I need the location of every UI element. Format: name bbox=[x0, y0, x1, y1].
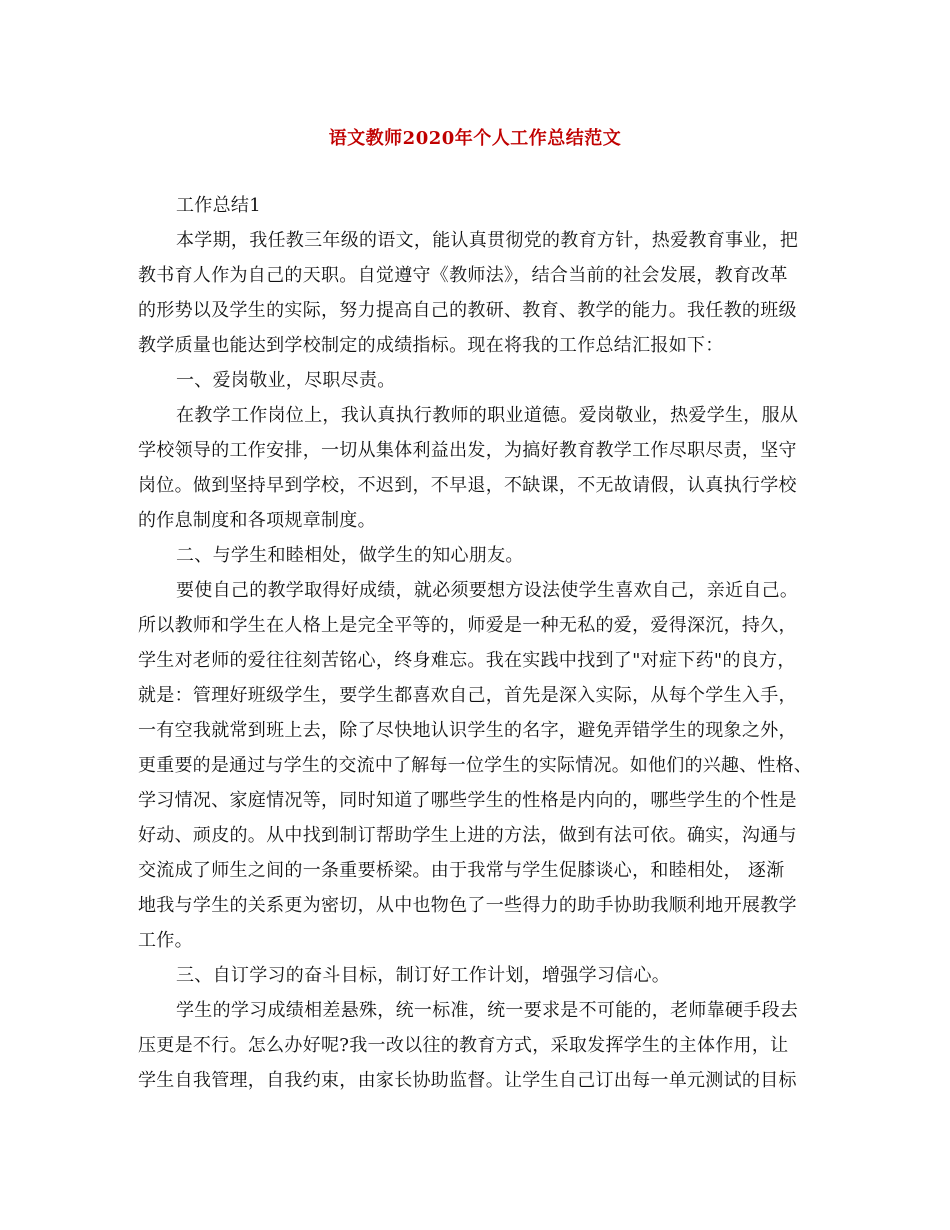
paragraph-line: 工作。 bbox=[138, 930, 193, 951]
paragraph-line: 学生的学习成绩相差悬殊，统一标准，统一要求是不可能的，老师靠硬手段去 bbox=[176, 1000, 799, 1021]
paragraph-line: 地我与学生的关系更为密切，从中也物色了一些得力的助手协助我顺利地开展教学 bbox=[138, 895, 797, 916]
paragraph-line: 更重要的是通过与学生的交流中了解每一位学生的实际情况。如他们的兴趣、性格、 bbox=[138, 755, 813, 776]
paragraph-line: 学生自我管理，自我约束，由家长协助监督。让学生自己订出每一单元测试的目标 bbox=[138, 1070, 797, 1091]
paragraph-line: 交流成了师生之间的一条重要桥梁。由于我常与学生促膝谈心，和睦相处， 逐渐 bbox=[138, 860, 785, 881]
section-heading: 一、爱岗敬业，尽职尽责。 bbox=[176, 370, 396, 391]
paragraph-line: 好动、顽皮的。从中找到制订帮助学生上进的方法，做到有法可依。确实，沟通与 bbox=[138, 825, 797, 846]
paragraph-line: 学校领导的工作安排，一切从集体利益出发，为搞好教育教学工作尽职尽责，坚守 bbox=[138, 440, 797, 461]
paragraph-line: 的作息制度和各项规章制度。 bbox=[138, 510, 376, 531]
paragraph-line: 压更是不行。怎么办好呢?我一改以往的教育方式，采取发挥学生的主体作用，让 bbox=[138, 1035, 789, 1056]
section-heading: 三、自订学习的奋斗目标，制订好工作计划，增强学习信心。 bbox=[176, 965, 671, 986]
paragraph-line: 要使自己的教学取得好成绩，就必须要想方设法使学生喜欢自己，亲近自己。 bbox=[176, 580, 799, 601]
section-heading: 二、与学生和睦相处，做学生的知心朋友。 bbox=[176, 545, 524, 566]
paragraph-line: 的形势以及学生的实际，努力提高自己的教研、教育、教学的能力。我任教的班级 bbox=[138, 300, 797, 321]
paragraph-line: 在教学工作岗位上，我认真执行教师的职业道德。爱岗敬业，热爱学生，服从 bbox=[176, 405, 799, 426]
paragraph-line: 所以教师和学生在人格上是完全平等的，师爱是一种无私的爱，爱得深沉，持久， bbox=[138, 615, 797, 636]
paragraph-line: 教学质量也能达到学校制定的成绩指标。现在将我的工作总结汇报如下： bbox=[138, 335, 724, 356]
section-heading: 工作总结1 bbox=[176, 195, 261, 216]
paragraph-line: 学生对老师的爱往往刻苦铭心，终身难忘。我在实践中找到了"对症下药"的良方， bbox=[138, 650, 796, 671]
paragraph-line: 岗位。做到坚持早到学校，不迟到，不早退，不缺课，不无故请假，认真执行学校 bbox=[138, 475, 797, 496]
paragraph-line: 学习情况、家庭情况等，同时知道了哪些学生的性格是内向的，哪些学生的个性是 bbox=[138, 790, 797, 811]
paragraph-line: 教书育人作为自己的天职。自觉遵守《教师法》，结合当前的社会发展，教育改革 bbox=[138, 265, 788, 286]
paragraph-line: 就是：管理好班级学生，要学生都喜欢自己，首先是深入实际，从每个学生入手， bbox=[138, 685, 797, 706]
paragraph-line: 本学期，我任教三年级的语文，能认真贯彻党的教育方针，热爱教育事业，把 bbox=[176, 230, 799, 251]
document-title: 语文教师2020年个人工作总结范文 bbox=[328, 128, 622, 149]
paragraph-line: 一有空我就常到班上去，除了尽快地认识学生的名字，避免弄错学生的现象之外， bbox=[138, 720, 797, 741]
